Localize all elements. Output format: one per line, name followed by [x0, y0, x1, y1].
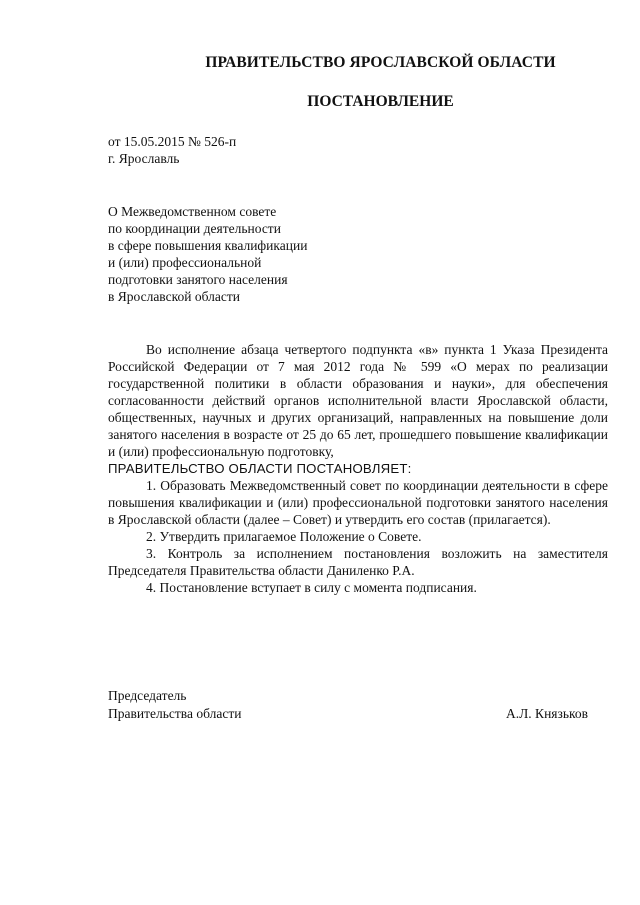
resolution-item-2: 2. Утвердить прилагаемое Положение о Совете.	[146, 529, 422, 544]
signature-row	[108, 705, 588, 723]
resolution-heading: ПРАВИТЕЛЬСТВО ОБЛАСТИ ПОСТАНОВЛЯЕТ:	[108, 461, 412, 476]
subject-line: по координации деятельности	[108, 221, 281, 236]
date-number: от 15.05.2015 № 526-п	[108, 134, 237, 149]
subject-line: в сфере повышения квалификации	[108, 238, 308, 253]
signatory-title-line2: Правительства области	[108, 706, 242, 721]
document-type-title: ПОСТАНОВЛЕНИЕ	[307, 93, 454, 110]
document-subject	[108, 203, 307, 305]
signature-block	[108, 687, 588, 723]
city: г. Ярославль	[108, 151, 180, 166]
subject-line: О Межведомственном совете	[108, 204, 277, 219]
resolution-item-1: 1. Образовать Межведомственный совет по координации деятельности в сфере повышения квалификации и (или) профессиональной подготовки занятого населения в Ярославской области (далее – Совет) и утвердить его состав (прилагается).	[108, 478, 608, 527]
resolution-item-3: 3. Контроль за исполнением постановления возложить на заместителя Председателя Правительства области Даниленко Р.А.	[108, 546, 608, 578]
signatory-title-line1: Председатель	[108, 688, 187, 703]
subject-line: в Ярославской области	[108, 289, 240, 304]
document-meta	[108, 133, 236, 167]
subject-line: и (или) профессиональной	[108, 255, 262, 270]
subject-line: подготовки занятого населения	[108, 272, 288, 287]
authority-title: ПРАВИТЕЛЬСТВО ЯРОСЛАВСКОЙ ОБЛАСТИ	[205, 54, 556, 71]
signatory-name: А.Л. Князьков	[506, 706, 588, 721]
document-body	[108, 341, 608, 596]
preamble-paragraph: Во исполнение абзаца четвертого подпункта «в» пункта 1 Указа Президента Российской Федерации от 7 мая 2012 года № 599 «О мерах по реализации государственной политики в области образования и науки», для обеспечения согласованности действий органов исполнительной власти Ярославской области, общественных, научных и других организаций, направленных на повышение доли занятого населения в возрасте от 25 до 65 лет, прошедшего повышение квалификации и (или) профессиональную подготовку,	[108, 342, 608, 459]
resolution-item-4: 4. Постановление вступает в силу с момента подписания.	[146, 580, 477, 595]
